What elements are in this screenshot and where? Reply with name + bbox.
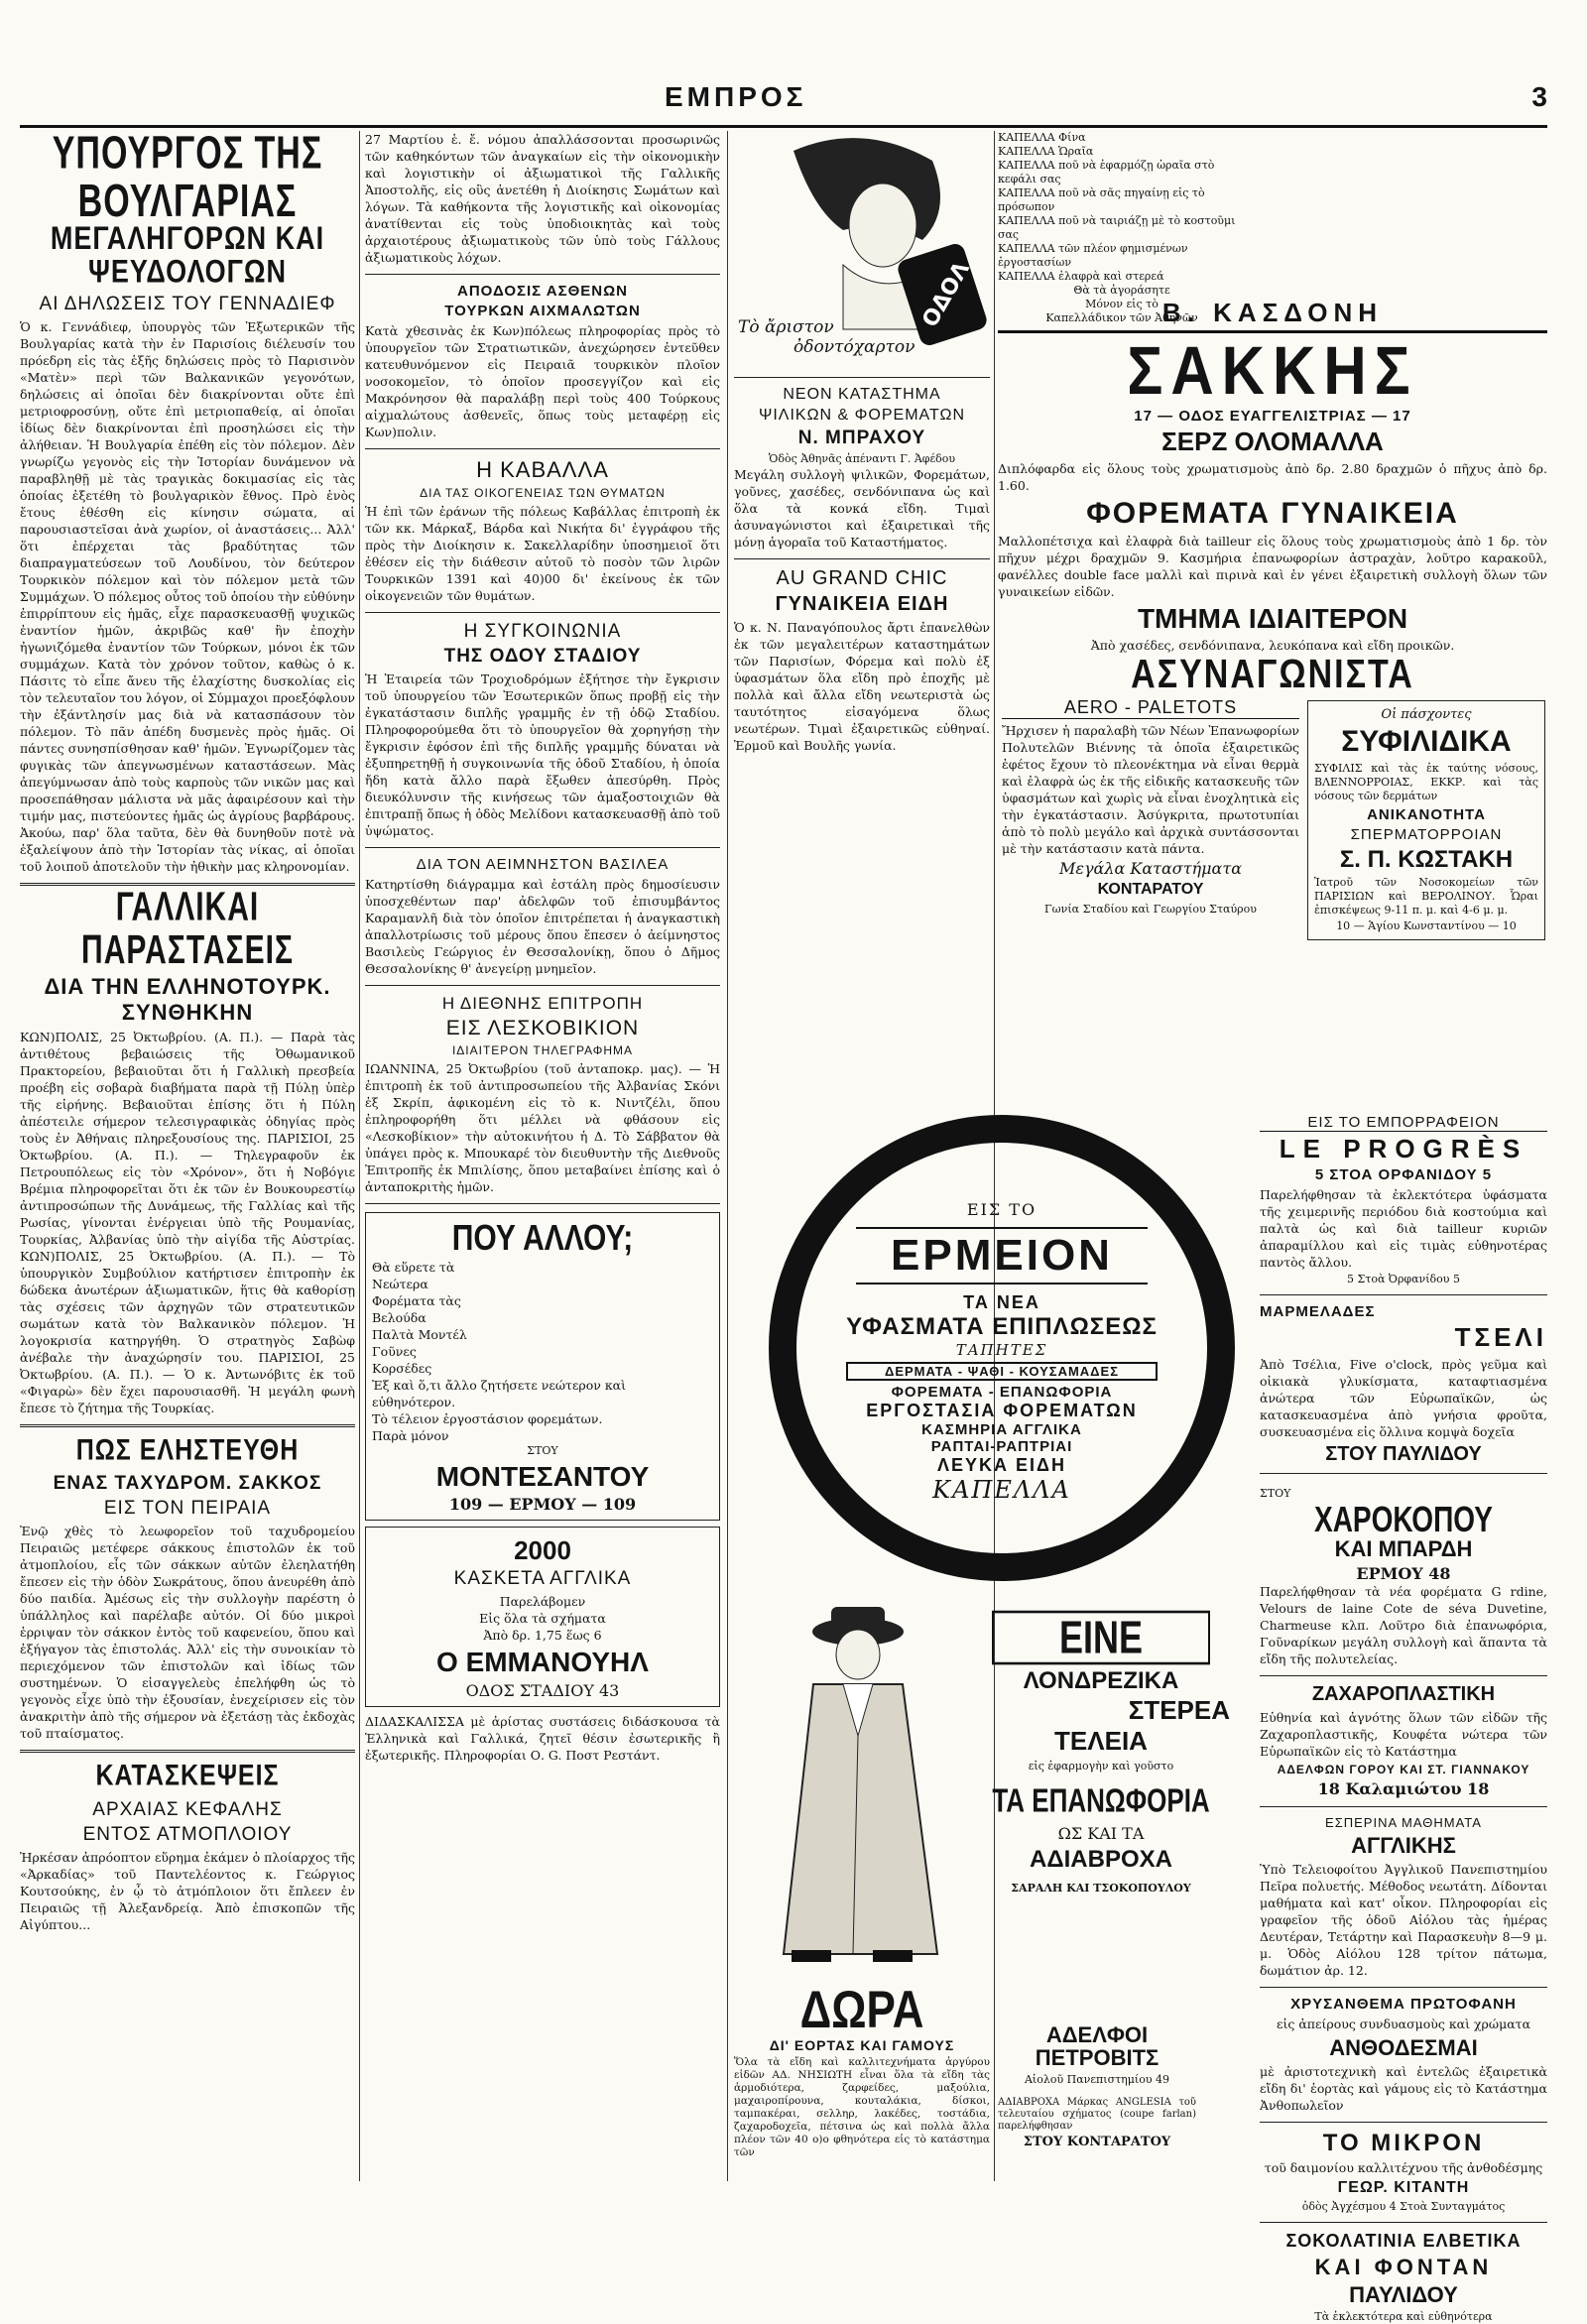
ad-sokolatinia (1260, 2231, 1547, 2323)
ad-line: Νεώτερα (372, 1276, 428, 1291)
ad-body: Μεγάλη συλλογὴ ψιλικῶν, Φορεμάτων, γοῦνες, χασέδες, σενδόνιπανα ὡς καὶ ὅλα τὰ κονκά εἴδη. Τιμαὶ ἀσυναγώνιστοι καὶ ἐξαιρετικαὶ τῆς μόνῃ ἀγοραῖα τοῦ Καταστήματος. (734, 467, 990, 550)
ad-line: Παρὰ μόνον (372, 1427, 449, 1443)
ad-line: ΑΔΙΑΒΡΟΧΑ (1030, 1845, 1172, 1873)
ad-line: ΤΑ ΕΠΑΝΩΦΟΡΙΑ (992, 1779, 1210, 1819)
ad-syphilis (1307, 700, 1545, 940)
column-2 (365, 131, 720, 2181)
ad-body: ΑΔΙΑΒΡΟΧΑ Μάρκας ANGLESIA τοῦ τελευταίου σχήματος (coupe farlan) παρελήφθησαν (998, 2097, 1196, 2133)
ad-line: ΕΙΣ ΤΟ (966, 1200, 1038, 1219)
column-4b (1260, 1111, 1547, 2323)
classified-teacher: ΔΙΔΑΣΚΑΛΙΣΣΑ μὲ ἀρίστας συστάσεις διδάσκουσα τὰ Ἑλληνικὰ καὶ Γαλλικά, ζητεῖ θέσιν ἐσωτερικῆς ἢ ἐξωτερικῆς. Πληροφορίαι Ο. G. Ποστ Ρεστάντ. (365, 1713, 720, 1763)
divider (1260, 1675, 1547, 1676)
article-kicker: ΑΙ ΔΗΛΩΣΕΙΣ ΤΟΥ ΓΕΝΝΑΔΙΕΦ (39, 294, 336, 315)
article-kicker: ΕΙΣ ΤΟΝ ΠΕΙΡΑΙΑ (103, 1498, 272, 1520)
ad-line: ΦΟΡΕΜΑΤΑ - ΕΠΑΝΩΦΟΡΙΑ (891, 1384, 1113, 1401)
divider (365, 612, 720, 613)
ad-address: Αἰολοῦ Πανεπιστημίου 49 (1024, 2073, 1170, 2087)
divider (365, 985, 720, 986)
ad-line: ΣΤΕΡΕΑ (1128, 1694, 1230, 1725)
divider (1260, 2222, 1547, 2223)
ad-headline: ΣΑΚΚΗΣ (1127, 332, 1418, 410)
article-body: Ἡ ἐπὶ τῶν ἐράνων τῆς πόλεως Καβάλλας ἐπιτροπὴ ἐκ τῶν κκ. Μάρκαξ, Βάρδα καὶ Νικήτα δι' ἐγγράφου τῆς πρὸς τὴν Διοίκησιν κ. Σακελλαρίδην ὑποσημειοῖ ὅτι ἐθέσεν εἰς τὴν διάθεσιν αὐτοῦ τὸ ποσὸν τῶν λιρῶν Τουρκικῶν 1391 καὶ 40)00 δι' ἐκείνους ἐκ τῶν οἰκογενειῶν τῶν θυμάτων. (365, 504, 720, 603)
ad-to-mikron (1260, 2131, 1547, 2214)
article-subheadline: ΕΝΑΣ ΤΑΧΥΔΡΟΜ. ΣΑΚΚΟΣ (53, 1473, 322, 1495)
ad-line: ΔΕΡΜΑΤΑ - ΨΑΘΙ - ΚΟΥΣΑΜΑΔΕΣ (846, 1362, 1158, 1381)
article-body: Κατηρτίσθη διάγραμμα καὶ ἐστάλη πρὸς δημοσίευσιν ὑποσχεθέντων παρ' ἀδελφῶν τοῦ ἐπισυμβάντος Καραμανλῆ διὰ τὸν ὁποῖον ἐπιτρέπεται ἡ ἀναγκαστικὴ ἀπαλλοτρίωσις τοῦ μέρους ὅπου ἔπεσεν ὁ ἀείμνηστος Βασιλεὺς Γεώργιος ἐν Θεσσαλονίκῃ, ὅπου ὁ Δῆμος Θεσσαλονίκης θ' ἀνεγείρῃ μνημεῖον. (365, 877, 720, 976)
divider (365, 1203, 720, 1204)
ad-body: Παρελήφθησαν τὰ ἐκλεκτότερα ὑφάσματα τῆς χειμερινῆς περιόδου διὰ κοστούμια καὶ παλτὰ ὡς καὶ διὰ tailleur κυριῶν ἀπαραμίλλου καὶ εἰς τιμὰς εὐθηνοτέρας παντὸς ἄλλου. (1260, 1187, 1547, 1271)
ad-line: ΜΑΡΜΕΛΑΔΕΣ (1260, 1303, 1376, 1321)
ad-line: ΑΝΙΚΑΝΟΤΗΤΑ (1367, 805, 1486, 823)
ad-brand: ΤΣΕΛΙ (1454, 1322, 1547, 1353)
ad-brand: LE PROGRÈS (1279, 1134, 1528, 1163)
ad-emmanouil (365, 1527, 720, 1707)
ad-line: ΚΑΠΕΛΛΑ τῶν πλέον φημισμένων ἐργοστασίων (998, 242, 1188, 269)
article-body: Ἡρκέσαν ἀπρόοπτον εὕρημα ἐκάμεν ὁ πλοίαρχος τῆς «Ἀρκαδίας» τοῦ Παντελέοντος κ. Γεώργιος Κουτσούκης, ἐν ᾧ τὸ ἀτμόπλοιον ὅτι ἔπλεεν ἐν Πειραιῶς τῇ Ἀλεξανδρείᾳ. Ἀπὸ ἐπισκοπῶν τῆς Αἰγύπτου... (20, 1849, 355, 1932)
ad-subheadline: ΦΟΡΕΜΑΤΑ ΓΥΝΑΙΚΕΙΑ (1086, 496, 1459, 530)
ad-brand-prefix: Μεγάλα Καταστήματα (1059, 859, 1242, 878)
divider (734, 377, 990, 378)
ad-sakkis (998, 298, 1547, 697)
ad-tagline: Τὸ ἄριστον (738, 317, 834, 337)
ad-line: ΤΕΛΕΙΑ (1054, 1726, 1148, 1757)
article-body: Ἡ Ἑταιρεία τῶν Τροχιοδρόμων ἐξήτησε τὴν ἔγκρισιν τοῦ ὑπουργείου τῶν Ἐσωτερικῶν ὅπως προβῇ εἰς τὴν ἐγκατάστασιν διπλῆς γραμμῆς ἐν τῇ ὁδῷ Σταδίου. Πληροφορούμεθα ὅτι τὸ ὑπουργεῖον θὰ χορηγήσῃ τὴν ἔγκρισιν ἐφόσον ἐπὶ τῆς διπλῆς γραμμῆς δύναται νὰ ἐξυπηρετηθῇ ἡ συγκοινωνία τῆς ὁδοῦ Σταδίου, ἡ ὁποία ἤδη κατὰ ἄλλο παρὰ ἔξωθεν ἀπεσύρθη. Πρὸς διευκόλυνσιν τῆς κινήσεως τῶν ἀμαξοστοιχιῶν θὰ ἐπιτραπῇ ὅπως ἡ ὁδὸς Μελίδονι κατασκευασθῇ ἀπὸ τοῦ ὑψώματος. (365, 672, 720, 838)
ad-body: ΣΥΦΙΛΙΣ καὶ τὰς ἐκ ταύτης νόσους, ΒΛΕΝΝΟΡΡΟΙΑΣ, ΕΚΚΡ. καὶ τὰς νόσους τῶν δερμάτων (1314, 761, 1538, 802)
ad-dora (734, 1980, 990, 2181)
ad-line: Θὰ εὕρετε τὰ (372, 1259, 455, 1275)
article-commission (365, 994, 720, 1195)
ad-address: ΕΡΜΟΥ 48 (1356, 1564, 1451, 1584)
article-subheadline: ΑΡΧΑΙΑΣ ΚΕΦΑΛΗΣ (92, 1798, 283, 1820)
ad-line: ΕΡΓΟΣΤΑΣΙΑ ΦΟΡΕΜΑΤΩΝ (866, 1401, 1138, 1420)
ad-subheadline: ΓΥΝΑΙΚΕΙΑ ΕΙΔΗ (775, 593, 949, 615)
ad-address: ὁδὸς Ἀγχέσμου 4 Στοὰ Συνταγμάτος (1301, 2200, 1506, 2214)
divider (365, 274, 720, 275)
ad-line: ΕΙΣ ΤΟ ΕΜΠΟΡΡΑΦΕΙΟΝ (1260, 1114, 1547, 1132)
ad-subheadline: ΤΜΗΜΑ ΙΔΙΑΙΤΕΡΟΝ (1137, 603, 1408, 635)
ad-le-progres (1260, 1114, 1547, 1286)
ad-body: Ὁ κ. Ν. Παναγόπουλος ἄρτι ἐπανελθὼν ἐκ τῶν μεγαλειτέρων καταστημάτων τῶν Παρισίων, Φόρεμα καὶ πολὺ ἐξ ὑφασμάτων ὅλα εἴδη πρὸ ἐποχῆς μὲ πολλὰ καὶ ἄλλα εἴδη νεωτεριστὰ ὡς ταυτότητος εἰσαγόμενα ὅλως νεωτέρων. Τιμαὶ ἐξαιρετικῶς εὐθηναί. Ἑρμοῦ καὶ Βουλῆς γωνία. (734, 620, 990, 753)
ad-line: ΤΑΠΗΤΕΣ (955, 1341, 1048, 1359)
article-bulgaria (20, 127, 355, 875)
ad-line: ΥΦΑΣΜΑΤΑ ΕΠΙΠΛΩΣΕΩΣ (846, 1313, 1158, 1340)
ad-brand: ΓΕΩΡ. ΚΙΤΑΝΤΗ (1337, 2179, 1470, 2197)
article-ancient-head (20, 1759, 355, 1932)
ad-line: ΩΣ ΚΑΙ ΤΑ (1057, 1823, 1145, 1843)
divider (734, 558, 990, 559)
ad-address: 10 — Ἁγίου Κωνσταντίνου — 10 (1336, 918, 1517, 932)
ad-brand-prefix: ΣΤΟΥ (1260, 1486, 1291, 1500)
ad-address: Ὁδὸς Ἀθηνᾶς ἀπέναντι Γ. Ἀφέδου (768, 452, 956, 465)
ad-line: ΕΣΠΕΡΙΝΑ ΜΑΘΗΜΑΤΑ (1325, 1815, 1482, 1831)
article-postbag (20, 1433, 355, 1742)
ad-petrovits (998, 1984, 1196, 2149)
article-body: 27 Μαρτίου ἑ. ἔ. νόμου ἀπαλλάσσονται προσωρινῶς τῶν καθηκόντων τῶν ἀναγκαίων εἰς τὴν οἰκονομικὴν καὶ λογιστικὴν οἱ ἀξιωματικοὶ τῆς Γαλλικῆς Ἀποστολῆς, εἰς οὓς ἀνετέθη ἡ Διοίκησις Σωμάτων καὶ λόγων. Τὰ καθήκοντα τῆς λογιστικῆς καὶ οἰκονομίας ἀνατίθενται εἰς τοὺς ὑποδιοικητὰς καὶ τοὺς ἀρχαιοτέρους ἀξιωματικοὺς τῶν ὑπὸ τοὺς Γάλλους ἀξιωματικοὺς λόχων. (365, 132, 720, 265)
ad-body: Ὅλα τὰ εἴδη καὶ καλλιτεχνήματα ἀργύρου εἰδῶν ΑΔ. ΝΗΣΙΩΤΗ εἶναι ὅλα τὰ εἴδη τὰς ἀρμοδιότερα, ζαρφείδες, μαξούλια, μαχαιροπίρουνα, κουταλάκια, δίσκοι, ταμπακέραι, σελληρ, λακέδες, τοστάδια, ζαχαροδοχεῖα, πέτσινα ὡς καὶ πολλὰ ἄλλα πλέον τῶν 40 ο)ο φθηνότερα εἰς τὸ κατάστημα τῶν (734, 2056, 990, 2159)
ad-eine (744, 1597, 1240, 1974)
ad-address: 5 Στοὰ Ὀρφανίδου 5 (1347, 1273, 1460, 1286)
ad-brand: ΜΟΝΤΕΣΑΝΤΟΥ (435, 1460, 650, 1492)
ad-headline: ΑΝΘΟΔΕΣΜΑΙ (1329, 2035, 1478, 2061)
article-headline: ΠΩΣ ΕΛΗΣΤΕΥΘΗ (75, 1433, 300, 1467)
ad-line: Ἀπὸ δρ. 1,75 ἕως 6 (483, 1628, 602, 1644)
ad-brand: ΕΡΜΕΙΟΝ (856, 1227, 1148, 1284)
article-king (365, 856, 720, 977)
article-headline: Η ΣΥΓΚΟΙΝΩΝΙΑ (463, 621, 622, 642)
ad-line: ΤΑ ΝΕΑ (963, 1292, 1040, 1312)
ad-line: ΚΑΠΕΛΛΑ ποῦ νὰ ἐφαρμόζῃ ὡραῖα στὸ κεφάλι σας (998, 159, 1215, 185)
ad-line: Βελούδα (372, 1309, 427, 1325)
ad-brand: ΣΤΟΥ ΚΟΝΤΑΡΑΤΟΥ (1023, 2135, 1171, 2150)
ad-odol (734, 131, 990, 369)
divider (365, 448, 720, 449)
ad-headline: 2000 (514, 1534, 571, 1565)
article-headline: ΔΙΑ ΤΟΝ ΑΕΙΜΝΗΣΤΟΝ ΒΑΣΙΛΕΑ (416, 856, 670, 873)
ad-line: ΚΑΠΕΛΛΑ Φίνα (998, 131, 1086, 144)
article-prisoners (365, 283, 720, 440)
ad-grand-chic (734, 567, 990, 754)
ad-headline: AU GRAND CHIC (776, 567, 948, 589)
ad-english-lessons (1260, 1815, 1547, 1979)
ad-headline: ΣΟΚΟΛΑΤΙΝΙΑ ΕΛΒΕΤΙΚΑ (1285, 2231, 1522, 2252)
ad-body: Τὰ ἐκλεκτότερα καὶ εὐθηνότερα (1314, 2309, 1493, 2323)
divider (1260, 1294, 1547, 1295)
ad-charokopou (1260, 1482, 1547, 1667)
article-subheadline: ΔΙΑ ΤΑΣ ΟΙΚΟΓΕΝΕΙΑΣ ΤΩΝ ΘΥΜΑΤΩΝ (420, 486, 666, 500)
ad-body: εἰς ἀπείρους συνδυασμοὺς καὶ χρώματα (1276, 2017, 1531, 2032)
article-body: ΚΩΝ)ΠΟΛΙΣ, 25 Ὀκτωβρίου. (Α. Π.). — Παρὰ τὰς ἀντιθέτους βεβαιώσεις τῆς Ὀθωμανικοῦ Πρακτορείου, βεβαιοῦται ὅτι ἡ Γαλλικὴ πρεσβεία προέβη εἰς σοβαρὰ διαβήματα παρὰ τῇ Πύλῃ ὑπὲρ τῆς εἰρήνης. Βεβαιοῦται ἐπίσης ὅτι ἡ Πύλη ἀπέστειλε σήμερον τελεσιγραφικὰς ὁδηγίας πρὸς τοὺς ἐν Ἀθήναις πληρεξουσίους της. ΠΑΡΙΣΙΟΙ, 25 Ὀκτωβρίου. (Α. Π.). — Τηλεγραφοῦν ἐκ Πετρουπόλεως εἰς τὸν «Χρόνον», ὅτι ἡ Νοβόγιε Βρέμια πληροφορεῖται ὅτι ἐκ τῶν ἐν Βουκουρεστίῳ ἀντιπροσώπων τῆς Δυνάμεως, τῆς Γαλλίας καὶ τῆς Ρωσίας, γίνονται ἐνέργειαι ὑπὸ τῆς Ρουμανίας, Τουρκίας, Ἀλβανίας ὑπὸ τὴν αἰγίδα τῆς Αὐστρίας. ΚΩΝ)ΠΟΛΙΣ, 25 Ὀκτωβρίου. (Α. Π.). — Τὸ ὑπουργικὸν Συμβούλιον κατήρτισεν ἐπιτροπὴν ἐκ δώδεκα ἀνωτέρων ἀξιωματικῶν, ἥτις θὰ καθορίσῃ τὰς σχέσεις τῶν ἀρχηγῶν τῶν στρατευτικῶν σωμάτων κατὰ τὸν Βαλκανικὸν πόλεμον. Ἡ λογοκρισία κατηργήθη. Ὁ στρατηγὸς Σαβὼφ ἀνέβαλε τὴν ἀναχώρησίν του. ΠΑΡΙΣΙΟΙ, 25 Ὀκτωβρίου. (Α. Π.). — Ὁ κ. Ἀντωνόβιτς ἐκ τοῦ «Φιγαρὼ» δὲν ἔχει παρουσιασθῆ. Ἡ μεγάλη φωνὴ ἔπεσε τὸ ζήτημα τῆς Τουρκίας. (20, 1030, 355, 1416)
ad-montesantou (365, 1212, 720, 1521)
ad-brand: Β. ΚΑΣΔΟΝΗ (1161, 298, 1384, 327)
ad-body: μὲ ἀριστοτεχνικὴ καὶ ἐντελῶς ἐξαιρετικὰ εἴδη δι' ἑορτὰς καὶ γάμους εἰς τὸ Κατάστημα Ἀνθοπωλεῖον (1260, 2064, 1547, 2114)
ad-headline: ΕΙΝΕ (992, 1611, 1210, 1664)
masthead-title: ΕΜΠΡΟΣ (665, 81, 807, 112)
ad-ermeion (744, 1101, 1260, 1595)
ad-line: ΛΕΥΚΑ ΕΙΔΗ (937, 1455, 1066, 1475)
ad-headline: ΔΩΡΑ (799, 1980, 924, 2039)
ad-brand: ΧΑΡΟΚΟΠΟΥ (1314, 1498, 1493, 1539)
divider (1260, 1806, 1547, 1807)
ad-body: Ὑπὸ Τελειοφοίτου Ἀγγλικοῦ Πανεπιστημίου Πεῖρα πολυετής. Μέθοδος νεωτάτη. Δίδονται μαθήματα καὶ κατ' οἶκον. Πληροφορίαι εἰς γραφεῖον τῆς ὁδοῦ Αἰόλου τὰς ἡμέρας Δευτέραν, Τετάρτην καὶ Παρασκευὴν 8—9 μ. μ. Ὁδὸς Αἰόλου 128 τρίτον πάτωμα, δωμάτιον ἀρ. 12. (1260, 1862, 1547, 1979)
ad-body: Ἤρχισεν ἡ παραλαβὴ τῶν Νέων Ἐπανωφορίων Πολυτελῶν Βιέννης τὰ ὁποῖα ἐξαιρετικῶς ἐφέτος ἔχουν τὸ πλεονέκτημα νὰ εἶναι θερμὰ καὶ ἐλαφρὰ ὡς ἐκ τῆς εἰδικῆς κατασκευῆς τῶν ὑφασμάτων καὶ χωρὶς νὰ εἶναι ἐνοχλητικὰ εἰς τὴν ἐγκατάστασιν. Ἀσύγκριτα, πρωτοτυπίαι ἀπὸ τὸ πολὺ μεγάλο καὶ ἀρχικὰ συντάσσονται μὲ τὴν κατάστασιν κατὰ πάντα. (1002, 723, 1299, 856)
ad-brand: ΚΟΝΤΑΡΑΤΟΥ (1097, 881, 1204, 898)
ad-line: Τὸ τέλειον ἐργοστάσιον φορεμάτων. (372, 1410, 603, 1426)
ad-brand: Σ. Π. ΚΩΣΤΑΚΗ (1339, 845, 1514, 873)
article-kicker: ΕΝΤΟΣ ΑΤΜΟΠΛΟΙΟΥ (82, 1823, 293, 1845)
article-body: Κατὰ χθεσινὰς ἐκ Κων)πόλεως πληροφορίας πρὸς τὸ ὑπουργεῖον τῶν Στρατιωτικῶν, ἀνεχώρησεν ἐντεῦθεν κατευθυνόμενον εἰς Πειραιᾶ τουρκικὸν πλοῖον νοσοκομεῖον, τὸ ὁποῖον προσεγγίζον καὶ εἰς Μακρόνησον θὰ παραλάβῃ περὶ τοὺς 400 Τούρκους αἰχμαλώτους ἀσθενεῖς, ὅπως τοὺς μεταφέρῃ εἰς Κων)πολιν. (365, 323, 720, 439)
divider (20, 1424, 355, 1427)
article-subheadline: ΜΕΓΑΛΗΓΟΡΩΝ ΚΑΙ ΨΕΥΔΟΛΟΓΩΝ (50, 220, 325, 291)
ad-line: Φορέματα τὰς (372, 1292, 461, 1308)
ad-brand: Ν. ΜΠΡΑΧΟΥ (797, 428, 926, 448)
ad-brachou (734, 386, 990, 550)
article-body: Ἐνῷ χθὲς τὸ λεωφορεῖον τοῦ ταχυδρομείου Πειραιῶς μετέφερε σάκκους ἐπιστολῶν ἐκ τοῦ ἀτμοπλοίου, εἷς τῶν σάκκων αὐτῶν ἐλεηλατήθη ἔπεσεν εἰς τὴν ὁδὸν Σωκράτους, ὅπου ἀνευρέθη ἀπὸ δύο παιδία. Ἀμέσως εἰς τὴν συλλογὴν παρέστη ὁ ὑπάλληλος καὶ παρέλαβε αὐτόν. Οἱ δύο μικροὶ ἐρριψαν τὸν σάκκον ἐντὸς τοῦ καφενείου, ὅπου καὶ ἐξήγαγον τὰς ἐπιστολάς. Ἀλλ' εἰς τὴν συνοικίαν τὸ περιεχόμενον τῶν ἐπιστολῶν καὶ ἰδίως τῶν συστημένων. Ὁ εἰσαγγελεὺς ἐπελήφθη ὡς τὸ γεγονὸς εἶχε ὑπὸ τὴν ἐξουσίαν, ἐνεχείρισεν εἰς τὸν ἀνακριτὴν ἀπὸ τῆς σήμερον νὰ ἐξετάσῃ τὰς ἐκδοχὰς τοῦ πταίσματος. (20, 1524, 355, 1742)
article-body: Ὁ κ. Γεννάδιεφ, ὑπουργὸς τῶν Ἐξωτερικῶν τῆς Βουλγαρίας κατὰ τὴν ἐν Παρισίοις διέλευσίν του πρόεδρη εἰς τὰς ἑξῆς δηλώσεις πρὸς τὸ Παρισινὸν «Ματὲν» περὶ τῶν Βαλκανικῶν γεγονότων, δηλώσεις αἱ ὁποῖαι δὲν διακρίνονται οὔτε ἐπὶ μετριοφροσύνῃ, οὔτε ἐπὶ μετριοπαθείᾳ, αἱ ὁποῖαι ἰδίως δὲν διακρίνονται ἐπὶ προσηλώσει εἰς τὴν ἀλήθειαν. Ἡ Βουλγαρία ἐπέθη εἰς τὸν πόλεμον. Δὲν γνωρίζω γεγονὸς εἰς τὴν Ἱστορίαν δυνάμενον νὰ παραβληθῇ μὲ τὰς τραγικὰς δοκιμασίας εἰς τὰς ὁποίας ἐξετέθη τὸ βουλγαρικὸν ἔθνος. Πρὸ ἑνὸς ἔτους ἐθέσθη εἰς κίνησιν σώματα, αἱ παρουσιαστεῖσαι ἀνὰ χωρίον, οἱ ἀναστάσεις... Ἀλλ' ὅτι ἐπέρχεται τὰς βραδύτητας τῶν διαπραγματεύσεων τοῦ Λουδίνου, τὸν δεύτερον Τουρκικὸν πόλεμον καὶ τὸν πόλεμον μετὰ τῶν Συμμάχων. Ὁ πόλεμος οὗτος τοῦ ὁποίου τὴν εὐθύνην ἐπιρρίπτουν εἰς ἡμᾶς, εἶχε παρασκευασθῇ ψυχικῶς ἐναντίον ἡμῶν, ἀκριβῶς καθ' ἣν ἐποχὴν ἠγωνιζόμεθα ἐναντίον τῶν Τούρκων, μόνοι ἐκ τῶν συμμάχων. Κατὰ τὸν χρόνον τοῦτον, καθὼς ὁ κ. Πάσιτς τὸ εἶπε ἄνευ τῆς ἐλαχίστης δυσκολίας εἰς τὸν τελευταῖον του λόγον, οἱ Σύμμαχοι προεξόφλουν τὴν ἐξάντλησίν μας διὰ νὰ κατασπάσουν τὸν πόλεμον. Τὸ πᾶν ἀπέδη δυσμενὲς πρὸς ἡμᾶς. Οἱ πάντες συνησπίσθησαν καθ' ἡμῶν. Ἐγνωρίζομεν τὰς φυγικὰς τῶν ἀπεγνωσμένων καταστάσεων. Μὰς ἀπεγύμνωσαν ἀπὸ τοὺς καρποὺς τῶν νικῶν μας καὶ προσεπάθησαν μάλιστα νὰ μᾶς ἀφαιρέσουν καὶ τὴν τιμήν μας, πιστεύοντες ἡμᾶς ὡς ἀγρίους βαρβάρους. Ἀκούω, παρ' ὅλα ταῦτα, δὲν θὰ δυνηθοῦν ποτὲ νὰ ἐξαλείψουν ἀπὸ τὴν Ἱστορίαν τὰς νίκας, αἱ ὁποῖαι τοῦ λοιποῦ ἀποτελοῦν τὴν ἠθικὴν μας κληρονομίαν. (20, 319, 355, 875)
ad-line: Θὰ τὰ ἀγοράσητε (1073, 284, 1170, 297)
article-headline: ΚΑΤΑΣΚΕΨΕΙΣ (95, 1759, 280, 1793)
article-french-representations (20, 885, 355, 1416)
ad-subheadline: ΔΙ' ΕΟΡΤΑΣ ΚΑΙ ΓΑΜΟΥΣ (769, 2037, 955, 2054)
ad-headline: ΖΑΧΑΡΟΠΛΑΣΤΙΚΗ (1311, 1683, 1496, 1706)
ad-body: Εὐθηνία καὶ ἀγνότης ὅλων τῶν εἰδῶν τῆς Ζαχαροπλαστικῆς, Κουφέτα νώτερα τῶν Εὐρωπαϊκῶν εἰς τὸ Κατάστημα (1260, 1710, 1547, 1760)
ad-body: Διπλόφαρδα εἰς ὅλους τοὺς χρωματισμοὺς ἀπὸ δρ. 2.80 δραχμῶν ὁ πῆχυς ἀπὸ δρ. 1.60. (998, 460, 1547, 493)
divider (1260, 2122, 1547, 2123)
ad-body: Παρελήφθησαν τὰ νέα φορέματα G rdine, Velours de laine Cote de séva Duvetine, Charmeuse κλπ. Λοῦτρο διὰ ἐπανωφόρια, Γοῦναρίκων μεγάλη συλλογὴ καὶ ἅπαντα τὰ εἴδη τῆς πολυτελείας. (1260, 1584, 1547, 1667)
ad-headline: ΚΑΙ ΦΟΝΤΑΝ (1314, 2255, 1493, 2280)
article-stadiou (365, 621, 720, 839)
ad-headline: ΧΡΥΣΑΝΘΕΜΑ ΠΡΩΤΟΦΑΝΗ (1290, 1996, 1517, 2014)
man-in-coat-icon (744, 1597, 962, 1974)
ad-line: Καπελλάδικον τῶν Ἀθηνῶν (1045, 311, 1198, 324)
ad-line: ΚΑΠΕΛΛΑ ἐλαφρὰ καὶ στερεά (998, 270, 1164, 283)
ad-line: Γοῦνες (372, 1343, 417, 1359)
article-body: ΙΩΑΝΝΙΝΑ, 25 Ὀκτωβρίου (τοῦ ἀνταποκρ. μας). — Ἡ ἐπιτροπὴ ἐκ τοῦ ἀντιπροσωπείου τῆς Ἀλβανίας Σκόνι ἐξ Σκρίπ, ἀφικομένη εἰς τὸ κ. Νιντζέλι, ὅπου ἐπληροφορήθη ὅτι μέλλει νὰ φθάσουν εἰς «Λεσκοβίκιον» τὴν αὐτοκινήτου ἡ Δ. Τὸ Σάββατον θὰ ὑπάγει πρὸς κ. Μπουκαρέ τὸν διευθυντὴν τῆς Διεθνοῦς Ἐπιτροπῆς ἐκ Μπιλίσης, ὅπου μεταβαίνει ἐπίσης καὶ ὁ ἀνταποκριτὴς ἡμῶν. (365, 1061, 720, 1194)
ad-kasdoni (998, 131, 1246, 325)
article-kicker: ΙΔΙΑΙΤΕΡΟΝ ΤΗΛΕΓΡΑΦΗΜΑ (451, 1043, 634, 1057)
article-headline: ΑΠΟΔΟΣΙΣ ΑΣΘΕΝΩΝ (457, 283, 628, 300)
ad-chrysanthema (1260, 1996, 1547, 2114)
article-headline: ΥΠΟΥΡΓΟΣ ΤΗΣ ΒΟΥΛΓΑΡΙΑΣ (52, 127, 323, 227)
divider (1260, 1987, 1547, 1988)
ad-address: ΟΔΟΣ ΣΤΑΔΙΟΥ 43 (465, 1680, 620, 1700)
article-kavala (365, 457, 720, 604)
ad-address: 18 Καλαμιώτου 18 (1317, 1779, 1490, 1799)
ad-body: τοῦ δαιμονίου καλλιτέχνου τῆς ἀνθοδέσμης (1264, 2160, 1543, 2176)
column-1 (20, 127, 355, 2181)
ad-zacharoplastiki (1260, 1684, 1547, 1798)
column-rule (359, 131, 360, 2181)
page-number: 3 (1531, 81, 1547, 112)
ad-line: ΚΑΠΕΛΛΑ (932, 1476, 1071, 1504)
ad-line: ΚΑΠΕΛΛΑ ποῦ νὰ ταιριάζῃ μὲ τὸ κοστοῦμι σας (998, 214, 1236, 241)
ad-body: Ἰατροῦ τῶν Νοσοκομείων τῶν ΠΑΡΙΣΙΩΝ καὶ ΒΕΡΟΛΙΝΟΥ. Ὧραι ἐπισκέψεως 9-11 π. μ. καὶ 4-6 μ. μ. (1314, 875, 1538, 917)
article-subheadline: ΤΟΥΡΚΩΝ ΑΙΧΜΑΛΩΤΩΝ (444, 303, 641, 319)
divider (1260, 1473, 1547, 1474)
ad-brand: ΤΟ ΜΙΚΡΟΝ (1322, 2130, 1485, 2157)
ad-ermeion-ring (769, 1115, 1235, 1581)
ad-subheadline: ΣΕΡΖ ΟΛΟΜΑΛΛΑ (1161, 427, 1384, 457)
ad-line: εἰς ἐφαρμογὴν καὶ γοῦστο (1028, 1759, 1174, 1773)
ad-line: ΣΠΕΡΜΑΤΟΡΡΟΙΑΝ (1350, 825, 1503, 843)
ad-line: Οἱ πάσχοντες (1381, 707, 1472, 722)
ad-address: 109 — ΕΡΜΟΥ — 109 (448, 1494, 637, 1514)
ad-line: Ἐξ καὶ ὅ,τι ἄλλο ζητήσετε νεώτερον καὶ εὐθηνότερον. (372, 1377, 627, 1409)
ad-body: Ἀπὸ χασέδες, σενδόνιπανα, λευκόπανα καὶ εἴδη προικῶν. (1090, 638, 1455, 654)
ad-body: Μαλλοπέτσιχα καὶ ἐλαφρὰ διὰ tailleur εἰς ὅλους τοὺς χρωματισμοὺς ἀπὸ 1 δρ. τὸν πῆχυν μέχρι δραχμῶν 9. Κασμήρια ἐπανωφορίων ἀστραχὰν, λοῦτρο καρακοῦλ, φανέλλες double face μαλλὶ καὶ πιρινὰ καὶ ἐν γένει ἐξαιρετικὴ συλλογὴ ὅλων τῶν γυναικείων εἰδῶν. (998, 534, 1547, 600)
ad-headline: ΣΥΦΙΛΙΔΙΚΑ (1341, 725, 1512, 758)
ad-tseli (1260, 1303, 1547, 1464)
ad-brand: ΚΑΙ ΜΠΑΡΔΗ (1334, 1535, 1473, 1561)
divider (20, 1750, 355, 1753)
article-subheadline: ΔΙΑ ΤΗΝ ΕΛΛΗΝΟΤΟΥΡΚ. ΣΥΝΘΗΚΗΝ (44, 974, 331, 1026)
ad-headline: ΠΟΥ ΑΛΛΟΥ; (451, 1218, 634, 1259)
ad-line: ΣΤΟΥ ΠΑΥΛΙΔΟΥ (1325, 1442, 1482, 1465)
ad-headline: ΑΓΓΛΙΚΗΣ (1351, 1833, 1456, 1859)
article-headline: Η ΚΑΒΑΛΛΑ (476, 457, 609, 482)
article-headline: ΓΑΛΛΙΚΑΙ ΠΑΡΑΣΤΑΣΕΙΣ (81, 885, 294, 972)
ad-headline: AERO - PALETOTS (1002, 697, 1299, 719)
ad-brand-prefix: ΣΤΟΥ (527, 1443, 558, 1457)
ad-subheadline: ΨΙΛΙΚΩΝ & ΦΟΡΕΜΑΤΩΝ (758, 407, 966, 424)
ad-line: ΚΑΠΕΛΛΑ ποῦ νὰ σᾶς πηγαίνῃ εἰς τὸ πρόσωπον (998, 186, 1205, 213)
ad-subheadline: ΑΣΥΝΑΓΩΝΙΣΤΑ (1131, 652, 1414, 698)
odol-bottle-label: ΟΔΟΛ (917, 257, 975, 332)
ad-line: Κορσέδες (372, 1360, 432, 1376)
ad-line: ΚΑΠΕΛΛΑ Ὡραῖα (998, 145, 1094, 158)
article-subheadline: ΕΙΣ ΛΕΣΚΟΒΙΚΙΟΝ (445, 1017, 640, 1040)
article-headline: Η ΔΙΕΘΝΗΣ ΕΠΙΤΡΟΠΗ (441, 994, 644, 1013)
ad-aero-paletots (1002, 694, 1299, 917)
ad-line: ΡΑΠΤΑΙ-ΡΑΠΤΡΙΑΙ (930, 1438, 1073, 1455)
ad-line: Εἰς ὅλα τὰ σχήματα (479, 1611, 606, 1627)
column-rule (727, 131, 728, 2181)
ad-line: Μόνον εἰς τὸ (1085, 298, 1159, 310)
ad-brand: Ο ΕΜΜΑΝΟΥΗΛ (436, 1647, 649, 1678)
ad-line: ΛΟΝΔΡΕΖΙΚΑ (1023, 1666, 1179, 1694)
masthead (20, 81, 1547, 128)
ad-brand: ΑΔΕΛΦΟΙ ΠΕΤΡΟΒΙΤΣ (1035, 2022, 1160, 2071)
article-subheadline: ΤΗΣ ΟΔΟΥ ΣΤΑΔΙΟΥ (443, 646, 642, 667)
divider (365, 847, 720, 848)
ad-body: Ἀπὸ Τσέλια, Five o'clock, πρὸς γεῦμα καὶ οἰκιακὰ γλυκίσματα, καταφτιασμένα ἀνώτερα τῶν Εὐρωπαϊκῶν, ὡς κατασκευασμένα ἀπὸ γνήσια φροῦτα, συσκευασμένα εἰς ὅλλινα κομψὰ δοχεῖα (1260, 1356, 1547, 1439)
ad-address: 5 ΣΤΟΑ ΟΡΦΑΝΙΔΟΥ 5 (1314, 1166, 1493, 1184)
ad-subheadline: ΚΑΣΚΕΤΑ ΑΓΓΛΙΚΑ (453, 1568, 632, 1590)
ad-brand: ΠΑΥΛΙΔΟΥ (1349, 2281, 1458, 2307)
ad-line: ΚΑΣΜΗΡΙΑ ΑΓΓΛΙΚΑ (921, 1421, 1082, 1438)
ad-address: 17 — ΟΔΟΣ ΕΥΑΓΓΕΛΙΣΤΡΙΑΣ — 17 (1134, 408, 1411, 426)
ad-brand: ΣΑΡΑΛΗ ΚΑΙ ΤΣΟΚΟΠΟΥΛΟΥ (1011, 1882, 1191, 1896)
ad-tagline: ὀδοντόχαρτον (794, 337, 916, 357)
ad-line: Παλτὰ Μοντέλ (372, 1326, 467, 1342)
ad-headline: ΝΕΟΝ ΚΑΤΑΣΤΗΜΑ (783, 386, 941, 403)
ad-address: Γωνία Σταδίου καὶ Γεωργίου Σταύρου (1044, 902, 1257, 916)
ad-line: Παρελάβομεν (499, 1594, 586, 1610)
ad-brand: ΑΔΕΛΦΩΝ ΓΟΡΟΥ ΚΑΙ ΣΤ. ΓΙΑΝΝΑΚΟΥ (1277, 1763, 1530, 1777)
